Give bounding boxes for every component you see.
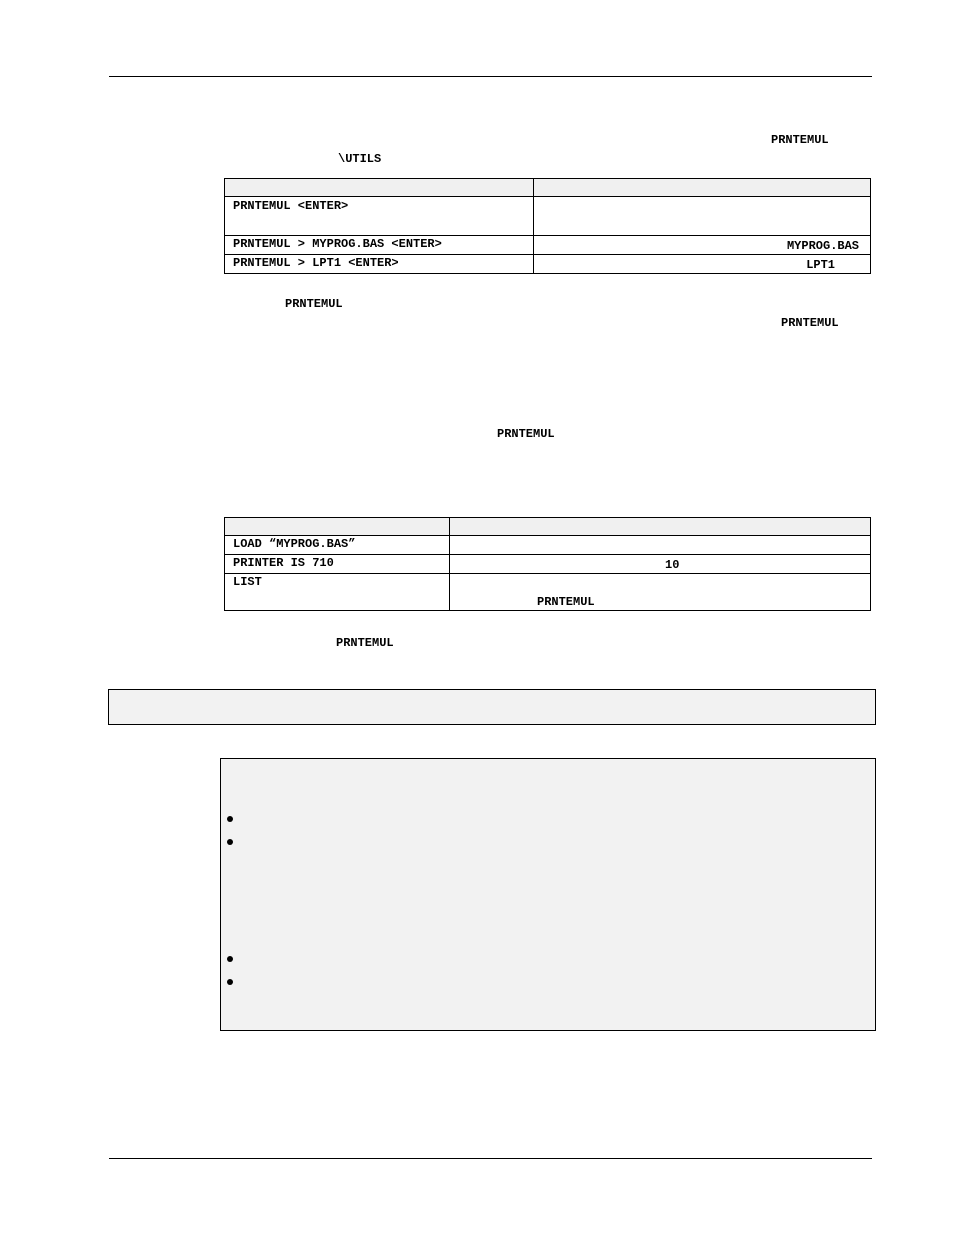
body-command-ref: PRNTEMUL bbox=[497, 427, 555, 441]
bullet-icon bbox=[227, 839, 233, 845]
command-cell: LOAD “MYPROG.BAS” bbox=[225, 536, 450, 555]
body-command-ref: PRNTEMUL bbox=[336, 636, 394, 650]
command-cell: PRINTER IS 710 bbox=[225, 555, 450, 574]
body-command-ref: PRNTEMUL bbox=[781, 316, 839, 330]
bullet-icon bbox=[227, 979, 233, 985]
body-command-ref: PRNTEMUL bbox=[285, 297, 343, 311]
command-cell: LIST bbox=[225, 574, 450, 611]
header-rule bbox=[109, 76, 872, 77]
info-panel bbox=[220, 758, 876, 1031]
table-header-row bbox=[225, 518, 871, 536]
result-cell bbox=[450, 536, 871, 555]
result-cell: MYPROG.BAS bbox=[534, 236, 871, 255]
command-cell: PRNTEMUL > LPT1 <ENTER> bbox=[225, 255, 534, 274]
note-box bbox=[108, 689, 876, 725]
table-header-cell bbox=[225, 179, 534, 197]
command-cell: PRNTEMUL > MYPROG.BAS <ENTER> bbox=[225, 236, 534, 255]
footer-rule bbox=[109, 1158, 872, 1159]
bullet-icon bbox=[227, 956, 233, 962]
table-row bbox=[225, 555, 871, 574]
result-cell: 10 bbox=[450, 555, 871, 574]
table-row bbox=[225, 197, 871, 236]
command-table-2 bbox=[224, 517, 871, 611]
table-header-row bbox=[225, 179, 871, 197]
table-header-cell bbox=[534, 179, 871, 197]
result-cell bbox=[534, 197, 871, 236]
intro-command-ref: PRNTEMUL bbox=[771, 133, 829, 147]
table-row bbox=[225, 236, 871, 255]
table-row bbox=[225, 255, 871, 274]
bullet-icon bbox=[227, 816, 233, 822]
intro-path-ref: \UTILS bbox=[338, 152, 382, 166]
table-header-cell bbox=[225, 518, 450, 536]
table-row bbox=[225, 574, 871, 611]
command-table-1 bbox=[224, 178, 871, 274]
table-header-cell bbox=[450, 518, 871, 536]
result-cell: LPT1 bbox=[534, 255, 871, 274]
table-row bbox=[225, 536, 871, 555]
command-cell: PRNTEMUL <ENTER> bbox=[225, 197, 534, 236]
result-cell: PRNTEMUL bbox=[450, 574, 871, 611]
